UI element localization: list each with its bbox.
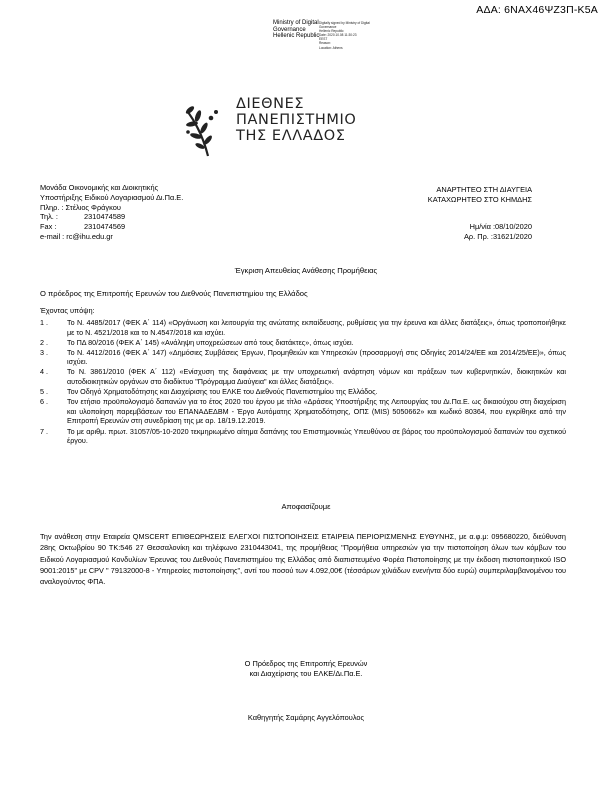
olive-branch-icon <box>178 96 234 160</box>
considerations-list <box>40 318 566 446</box>
item-text: Το Ν. 4485/2017 (ΦΕΚ Α΄ 114) «Οργάνωση και λειτουργία της ανώτατης εκπαίδευσης, ρυθμίσεις για την έρευνα και άλλες διατάξεις», όπως τροποποιήθηκε με το Ν. 4521/2018 και το Ν.4547/2018 και ισχύει. <box>67 318 566 337</box>
sender-unit: Μονάδα Οικονομικής και Διοικητικής <box>40 183 159 192</box>
item-number: 5 . <box>40 387 48 397</box>
signatory-line: Ο Πρόεδρος της Επιτροπής Ερευνών <box>244 659 368 668</box>
fax-label: Fax : <box>40 222 57 232</box>
item-text: Τον Οδηγό Χρηματοδότησης και Διαχείρισης του ΕΛΚΕ του Διεθνούς Πανεπιστημίου της Ελλάδος. <box>67 387 378 397</box>
list-item <box>40 387 566 397</box>
item-number: 4 . <box>40 367 48 377</box>
phone-number: 2310474589 <box>84 212 126 222</box>
list-item <box>40 338 566 348</box>
approval-title: Έγκριση Απευθείας Ανάθεσης Προμήθειας <box>234 266 378 275</box>
signatory-line: και Διαχείρισης του ΕΛΚΕ/Δι.Πα.Ε. <box>249 669 363 679</box>
logo-line: ΠΑΝΕΠΙΣΤΗΜΙΟ <box>236 112 357 128</box>
item-text: Το Ν. 4412/2016 (ΦΕΚ Α΄ 147) «Δημόσιες Συμβάσεις Έργων, Προμηθειών και Υπηρεσιών (προσαρμογή στις Οδηγίες 2014/24/ΕΕ και 2014/25/ΕΕ)», όπως ισχύει. <box>67 347 566 367</box>
contact-person: Πληρ. : Στέλιος Φράγκου <box>40 202 121 212</box>
item-number: 1 . <box>40 318 48 327</box>
item-number: 6 . <box>40 397 48 407</box>
phone-line <box>40 212 183 222</box>
protocol-line: Αρ. Πρ. :31621/2020 <box>464 231 532 241</box>
item-text: Το με αριθμ. πρωτ. 31057/05-10-2020 τεκμηριωμένο αίτημα δαπάνης του Επιστημονικώς Υπευθύνου σε βάρος του προϋπολογισμού δαπανών του σχετικού έργου. <box>67 426 566 446</box>
date-protocol <box>464 222 532 242</box>
signature-detail: Reason: <box>319 41 331 46</box>
digital-signature-stamp <box>273 20 370 50</box>
logo-text <box>236 96 356 144</box>
item-text: Το Ν. 3861/2010 (ΦΕΚ Α΄ 112) «Ενίσχυση της διαφάνειας με την υποχρεωτική ανάρτηση νόμων και πράξεων των κυβερνητικών, διοικητικών και αυτοδιοικητικών οργάνων στο διαδίκτυο "Πρόγραμμα Διαύγεια" και άλλες διατάξεις». <box>67 367 566 387</box>
phone-label: Τηλ. : <box>40 212 58 222</box>
having-considered: Έχοντας υπόψη: <box>40 306 95 315</box>
signature-detail: Governance <box>319 25 337 30</box>
university-logo <box>178 96 378 160</box>
email-line[interactable]: e-mail : rc@ihu.edu.gr <box>40 231 113 241</box>
item-number: 2 . <box>40 337 48 347</box>
posting-line: ΑΝΑΡΤΗΤΕΟ ΣΤΗ ΔΙΑΥΓΕΙΑ <box>436 185 532 194</box>
fax-number: 2310474569 <box>84 222 126 232</box>
signature-line: Ministry of Digital <box>273 20 319 26</box>
signature-line: Hellenic Republic <box>273 33 320 39</box>
signature-details <box>319 21 379 50</box>
signatory-name: Καθηγητής Σαμάρης Αγγελόπουλος <box>247 713 365 722</box>
item-number: 7 . <box>40 426 48 436</box>
signatory-title <box>0 659 612 680</box>
date-line: Ημ/νία :08/10/2020 <box>469 222 532 231</box>
signature-detail: Date: 2020.10.08 11:30:23 <box>319 33 357 38</box>
list-item <box>40 427 566 446</box>
signature-line: Governance <box>273 26 306 33</box>
list-item <box>40 397 566 426</box>
fax-line <box>40 222 183 232</box>
item-text: Τον ετήσιο προϋπολογισμό δαπανών για το έτος 2020 του έργου με τίτλο «Δράσεις Υποστήριξης της Λειτουργίας του Δι.Πα.Ε. ως δικαιούχου στη διαχείριση και υλοποίηση παρεμβάσεων του ΕΠΑΝΑΔΕΔΒΜ - Έργο Αυτόματης Χρηματοδότησης, ΟΠΣ (MIS) 5050662» και κωδικό 80364, που εγκρίθηκε από την Επιτροπή Ερευνών στη συνεδρίαση της με αρ. 18/19.12.2019. <box>67 397 566 426</box>
posting-line: ΚΑΤΑΧΩΡΗΤΕΟ ΣΤΟ ΚΗΜΔΗΣ <box>427 194 532 204</box>
signature-detail: Digitally signed by Ministry of Digital <box>319 21 370 25</box>
list-item <box>40 318 566 337</box>
logo-line: ΤΗΣ ΕΛΛΑΔΟΣ <box>236 128 346 144</box>
item-number: 3 . <box>40 347 48 357</box>
sender-block <box>40 183 183 242</box>
signature-detail: EEST <box>319 37 328 42</box>
president-heading: Ο πρόεδρος της Επιτροπής Ερευνών του Διεθνούς Πανεπιστημίου της Ελλάδος <box>40 289 308 298</box>
list-item <box>40 348 566 367</box>
logo-line: ΔΙΕΘΝΕΣ <box>236 96 305 112</box>
ada-code: ΑΔΑ: 6ΝΑΧ46ΨΖ3Π-Κ5Α <box>476 4 598 16</box>
signature-detail: Hellenic Republic <box>319 29 344 34</box>
list-item <box>40 367 566 386</box>
item-text: Το ΠΔ 80/2016 (ΦΕΚ Α΄ 145) «Ανάληψη υποχρεώσεων από τους διατάκτες», όπως ισχύει. <box>67 337 354 347</box>
sender-unit: Υποστήριξης Ειδικού Λογαριασμού Δι.Πα.Ε. <box>40 192 184 202</box>
decision-text: Την ανάθεση στην Εταιρεία QMSCERT ΕΠΙΘΕΩΡΗΣΕΙΣ ΕΛΕΓΧΟΙ ΠΙΣΤΟΠΟΙΗΣΕΙΣ ΕΤΑΙΡΕΙΑ ΠΕΡΙΟΡΙΣΜΕΝΗΣ ΕΥΘΥΝΗΣ, με α.φ.μ: 095680220, διεύθυνση 28ης Οκτωβρίου 90 ΤΚ:546 27 Θεσσαλονίκη και τηλέφωνο 2310443041, της προμήθειας "Προμήθεια υπηρεσιών για την πιστοποίηση όλων των κόμβων του Ειδικού Λογαριασμού Κονδυλίων Έρευνας του Διεθνούς Πανεπιστημίου της Ελλάδας από διαπιστευμένο Φορέα Πιστοποίησης με την έκδοση πιστοποιητικού ISO 9001:2015" με CPV " 79132000-8 - Υπηρεσίες πιστοποίησης", αντί του ποσού των 4.092,00€ (τέσσάρων χιλιάδων ενενήντα δύο ευρώ) συμπεριλαμβανομένου του αναλογούντος ΦΠΑ. <box>40 532 566 587</box>
decide-heading: Αποφασίζουμε <box>281 502 331 511</box>
signature-detail: Location: Athens <box>319 45 343 50</box>
posting-notice <box>428 185 532 205</box>
